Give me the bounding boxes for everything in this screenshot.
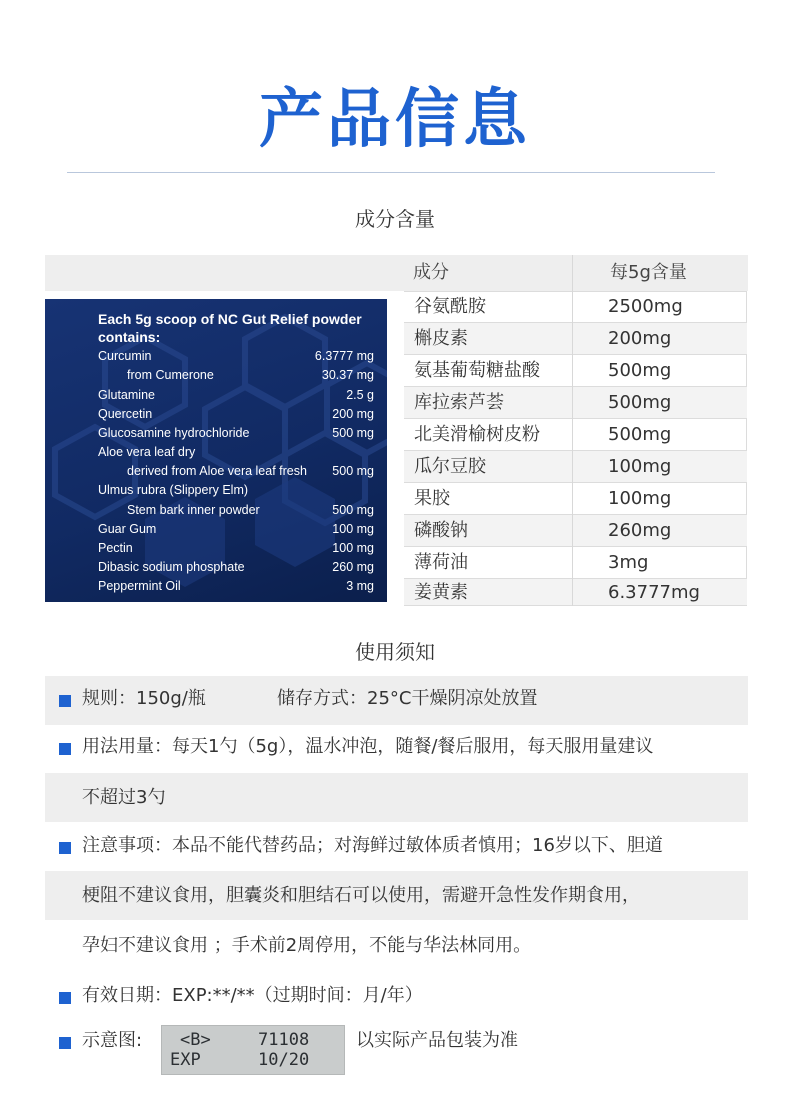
note-caution-line: 注意事项：本品不能代替药品；对海鲜过敏体质者慎用；16岁以下、胆道 xyxy=(82,835,663,856)
table-row xyxy=(404,291,747,323)
label-item-name: Quercetin xyxy=(98,407,153,421)
note-expiry: 有效日期：EXP:**/**（过期时间：月/年） xyxy=(82,985,423,1006)
label-item-amount: 100 mg xyxy=(332,541,374,555)
ingredient-amount: 2500mg xyxy=(608,296,683,317)
title-divider xyxy=(67,172,715,173)
ingredient-amount: 500mg xyxy=(608,424,672,445)
ingredient-amount: 100mg xyxy=(608,456,672,477)
ingredient-amount: 200mg xyxy=(608,328,672,349)
ingredient-name: 果胶 xyxy=(414,488,450,509)
table-row xyxy=(404,547,747,579)
ingredient-amount: 6.3777mg xyxy=(608,582,700,603)
table-row xyxy=(404,483,747,515)
label-item-name: Ulmus rubra (Slippery Elm) xyxy=(98,483,249,497)
stamp-batch-number: 71108 xyxy=(258,1030,310,1050)
ingredient-amount: 500mg xyxy=(608,360,672,381)
label-heading-line: Each 5g scoop of NC Gut Relief powder xyxy=(98,311,362,327)
ingredient-name: 氨基葡萄糖盐酸 xyxy=(414,360,540,381)
label-heading xyxy=(98,310,362,346)
label-item-name: Stem bark inner powder xyxy=(127,503,260,517)
note-sample-disclaimer: 以实际产品包装为准 xyxy=(356,1030,518,1051)
ingredients-heading: 成分含量 xyxy=(355,207,435,231)
note-caution-line: 梗阻不建议食用，胆囊炎和胆结石可以使用，需避开急性发作期食用， xyxy=(82,885,640,906)
stamp-exp-date: 10/20 xyxy=(258,1050,310,1070)
label-item-name: Peppermint Oil xyxy=(98,579,181,593)
label-item-name: Glutamine xyxy=(98,388,155,402)
ingredient-amount: 3mg xyxy=(608,552,649,573)
ingredient-name: 瓜尔豆胶 xyxy=(414,456,486,477)
ingredient-name: 北美滑榆树皮粉 xyxy=(414,424,540,445)
ingredient-name: 磷酸钠 xyxy=(414,520,468,541)
bullet-square-icon xyxy=(59,992,71,1004)
label-item-name: Curcumin xyxy=(98,349,152,363)
note-dosage-line: 用法用量：每天1勺（5g），温水冲泡，随餐/餐后服用，每天服用量建议 xyxy=(82,736,654,757)
column-header-ingredient: 成分 xyxy=(413,262,449,283)
expiry-stamp-sample-image xyxy=(161,1025,345,1075)
label-item-amount: 3 mg xyxy=(346,579,374,593)
note-dosage-line: 不超过3勺 xyxy=(82,787,166,808)
label-item-name: Pectin xyxy=(98,541,133,555)
ingredient-amount: 100mg xyxy=(608,488,672,509)
table-row xyxy=(404,451,747,483)
ingredient-amount: 500mg xyxy=(608,392,672,413)
ingredient-name: 姜黄素 xyxy=(414,582,468,603)
label-item-name: Glucosamine hydrochloride xyxy=(98,426,250,440)
table-row xyxy=(404,515,747,547)
label-item-amount: 500 mg xyxy=(332,426,374,440)
bullet-square-icon xyxy=(59,695,71,707)
ingredient-name: 槲皮素 xyxy=(414,328,468,349)
label-heading-line: contains: xyxy=(98,329,161,345)
label-item-name: Guar Gum xyxy=(98,522,157,536)
ingredient-name: 谷氨酰胺 xyxy=(414,296,486,317)
label-item-amount: 6.3777 mg xyxy=(314,349,374,363)
page-title: 产品信息 xyxy=(259,83,531,157)
bullet-square-icon xyxy=(59,1037,71,1049)
ingredient-amount: 260mg xyxy=(608,520,672,541)
ingredient-name: 薄荷油 xyxy=(414,552,468,573)
product-label-image xyxy=(45,299,387,602)
table-row xyxy=(404,419,747,451)
note-storage: 储存方式：25°C干燥阴凉处放置 xyxy=(277,688,538,709)
table-row xyxy=(404,579,747,606)
table-row xyxy=(404,387,747,419)
label-item-amount: 500 mg xyxy=(332,503,374,517)
note-caution-line: 孕妇不建议食用 ；手术前2周停用，不能与华法林同用。 xyxy=(82,935,532,956)
label-item-name: Dibasic sodium phosphate xyxy=(98,560,245,574)
table-row xyxy=(404,355,747,387)
stamp-batch-code: <B> xyxy=(180,1030,211,1050)
label-item-amount: 2.5 g xyxy=(346,388,374,402)
label-item-name: Aloe vera leaf dry xyxy=(98,445,196,459)
label-item-amount: 260 mg xyxy=(332,560,374,574)
note-spec: 规则：150g/瓶 xyxy=(82,688,206,709)
label-item-amount: 100 mg xyxy=(332,522,374,536)
table-column-divider xyxy=(572,255,573,606)
table-row xyxy=(404,323,747,355)
ingredients-table-header xyxy=(45,255,748,291)
label-item-name: derived from Aloe vera leaf fresh xyxy=(127,464,307,478)
label-item-amount: 200 mg xyxy=(332,407,374,421)
column-header-amount: 每5g含量 xyxy=(610,262,687,283)
note-sample-label: 示意图: xyxy=(82,1030,143,1051)
ingredient-name: 库拉索芦荟 xyxy=(414,392,504,413)
bullet-square-icon xyxy=(59,743,71,755)
stamp-exp-label: EXP xyxy=(170,1050,201,1070)
label-item-amount: 500 mg xyxy=(332,464,374,478)
label-item-name: from Cumerone xyxy=(127,368,214,382)
bullet-square-icon xyxy=(59,842,71,854)
label-item-amount: 30.37 mg xyxy=(321,368,374,382)
usage-heading: 使用须知 xyxy=(355,640,435,664)
